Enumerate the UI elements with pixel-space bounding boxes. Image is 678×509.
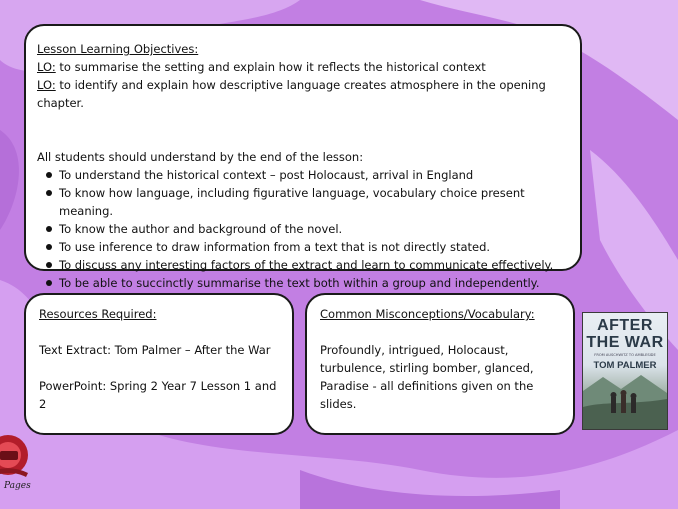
vocabulary-line: Paradise - all definitions given on the slides. bbox=[320, 379, 534, 411]
list-item: To know how language, including figurative language, vocabulary choice present meaning. bbox=[59, 184, 570, 220]
list-item: To understand the historical context – post Holocaust, arrival in England bbox=[59, 166, 570, 184]
list-item: To know the author and background of the novel. bbox=[59, 220, 570, 238]
list-item: To discuss any interesting factors of the extract and learn to communicate effectively. bbox=[59, 256, 570, 274]
resource-item: Text Extract: Tom Palmer – After the War bbox=[39, 343, 271, 357]
outcomes-intro: All students should understand by the end of the lesson: bbox=[37, 150, 364, 164]
lo-label: LO: bbox=[37, 78, 56, 92]
book-author: TOM PALMER bbox=[593, 360, 657, 371]
book-title bbox=[583, 317, 667, 351]
vocabulary-line: Profoundly, intrigued, Holocaust, bbox=[320, 343, 509, 357]
list-item: To use inference to draw information from a text that is not directly stated. bbox=[59, 238, 570, 256]
logo-icon bbox=[0, 425, 36, 481]
resources-heading: Resources Required: bbox=[39, 307, 157, 321]
logo-text: Pages bbox=[4, 481, 31, 491]
outcomes-list bbox=[37, 166, 570, 292]
vocabulary-line: turbulence, stirling bomber, glanced, bbox=[320, 361, 534, 375]
objective-2-text: to identify and explain how descriptive language creates atmosphere in the opening chapter. bbox=[37, 78, 546, 110]
misconceptions-heading: Common Misconceptions/Vocabulary: bbox=[320, 307, 535, 321]
misconceptions-card bbox=[305, 293, 575, 435]
list-item: To be able to succinctly summarise the text both within a group and independently. bbox=[59, 274, 570, 292]
book-title-line2: THE WAR bbox=[586, 334, 664, 351]
objective-1-text: to summarise the setting and explain how it reflects the historical context bbox=[55, 60, 486, 74]
objective-1 bbox=[37, 58, 570, 76]
lo-label: LO: bbox=[37, 60, 56, 74]
objectives-heading: Lesson Learning Objectives: bbox=[37, 42, 199, 56]
book-illustration bbox=[583, 371, 667, 429]
resource-item: PowerPoint: Spring 2 Year 7 Lesson 1 and 2 bbox=[39, 379, 277, 411]
book-cover-image bbox=[582, 312, 668, 430]
book-title-line1: AFTER bbox=[597, 317, 653, 334]
school-logo bbox=[0, 425, 36, 495]
objectives-card bbox=[24, 24, 582, 290]
resources-card bbox=[24, 293, 294, 435]
book-subtitle: FROM AUSCHWITZ TO AMBLESIDE bbox=[594, 353, 656, 357]
objective-2 bbox=[37, 76, 570, 112]
